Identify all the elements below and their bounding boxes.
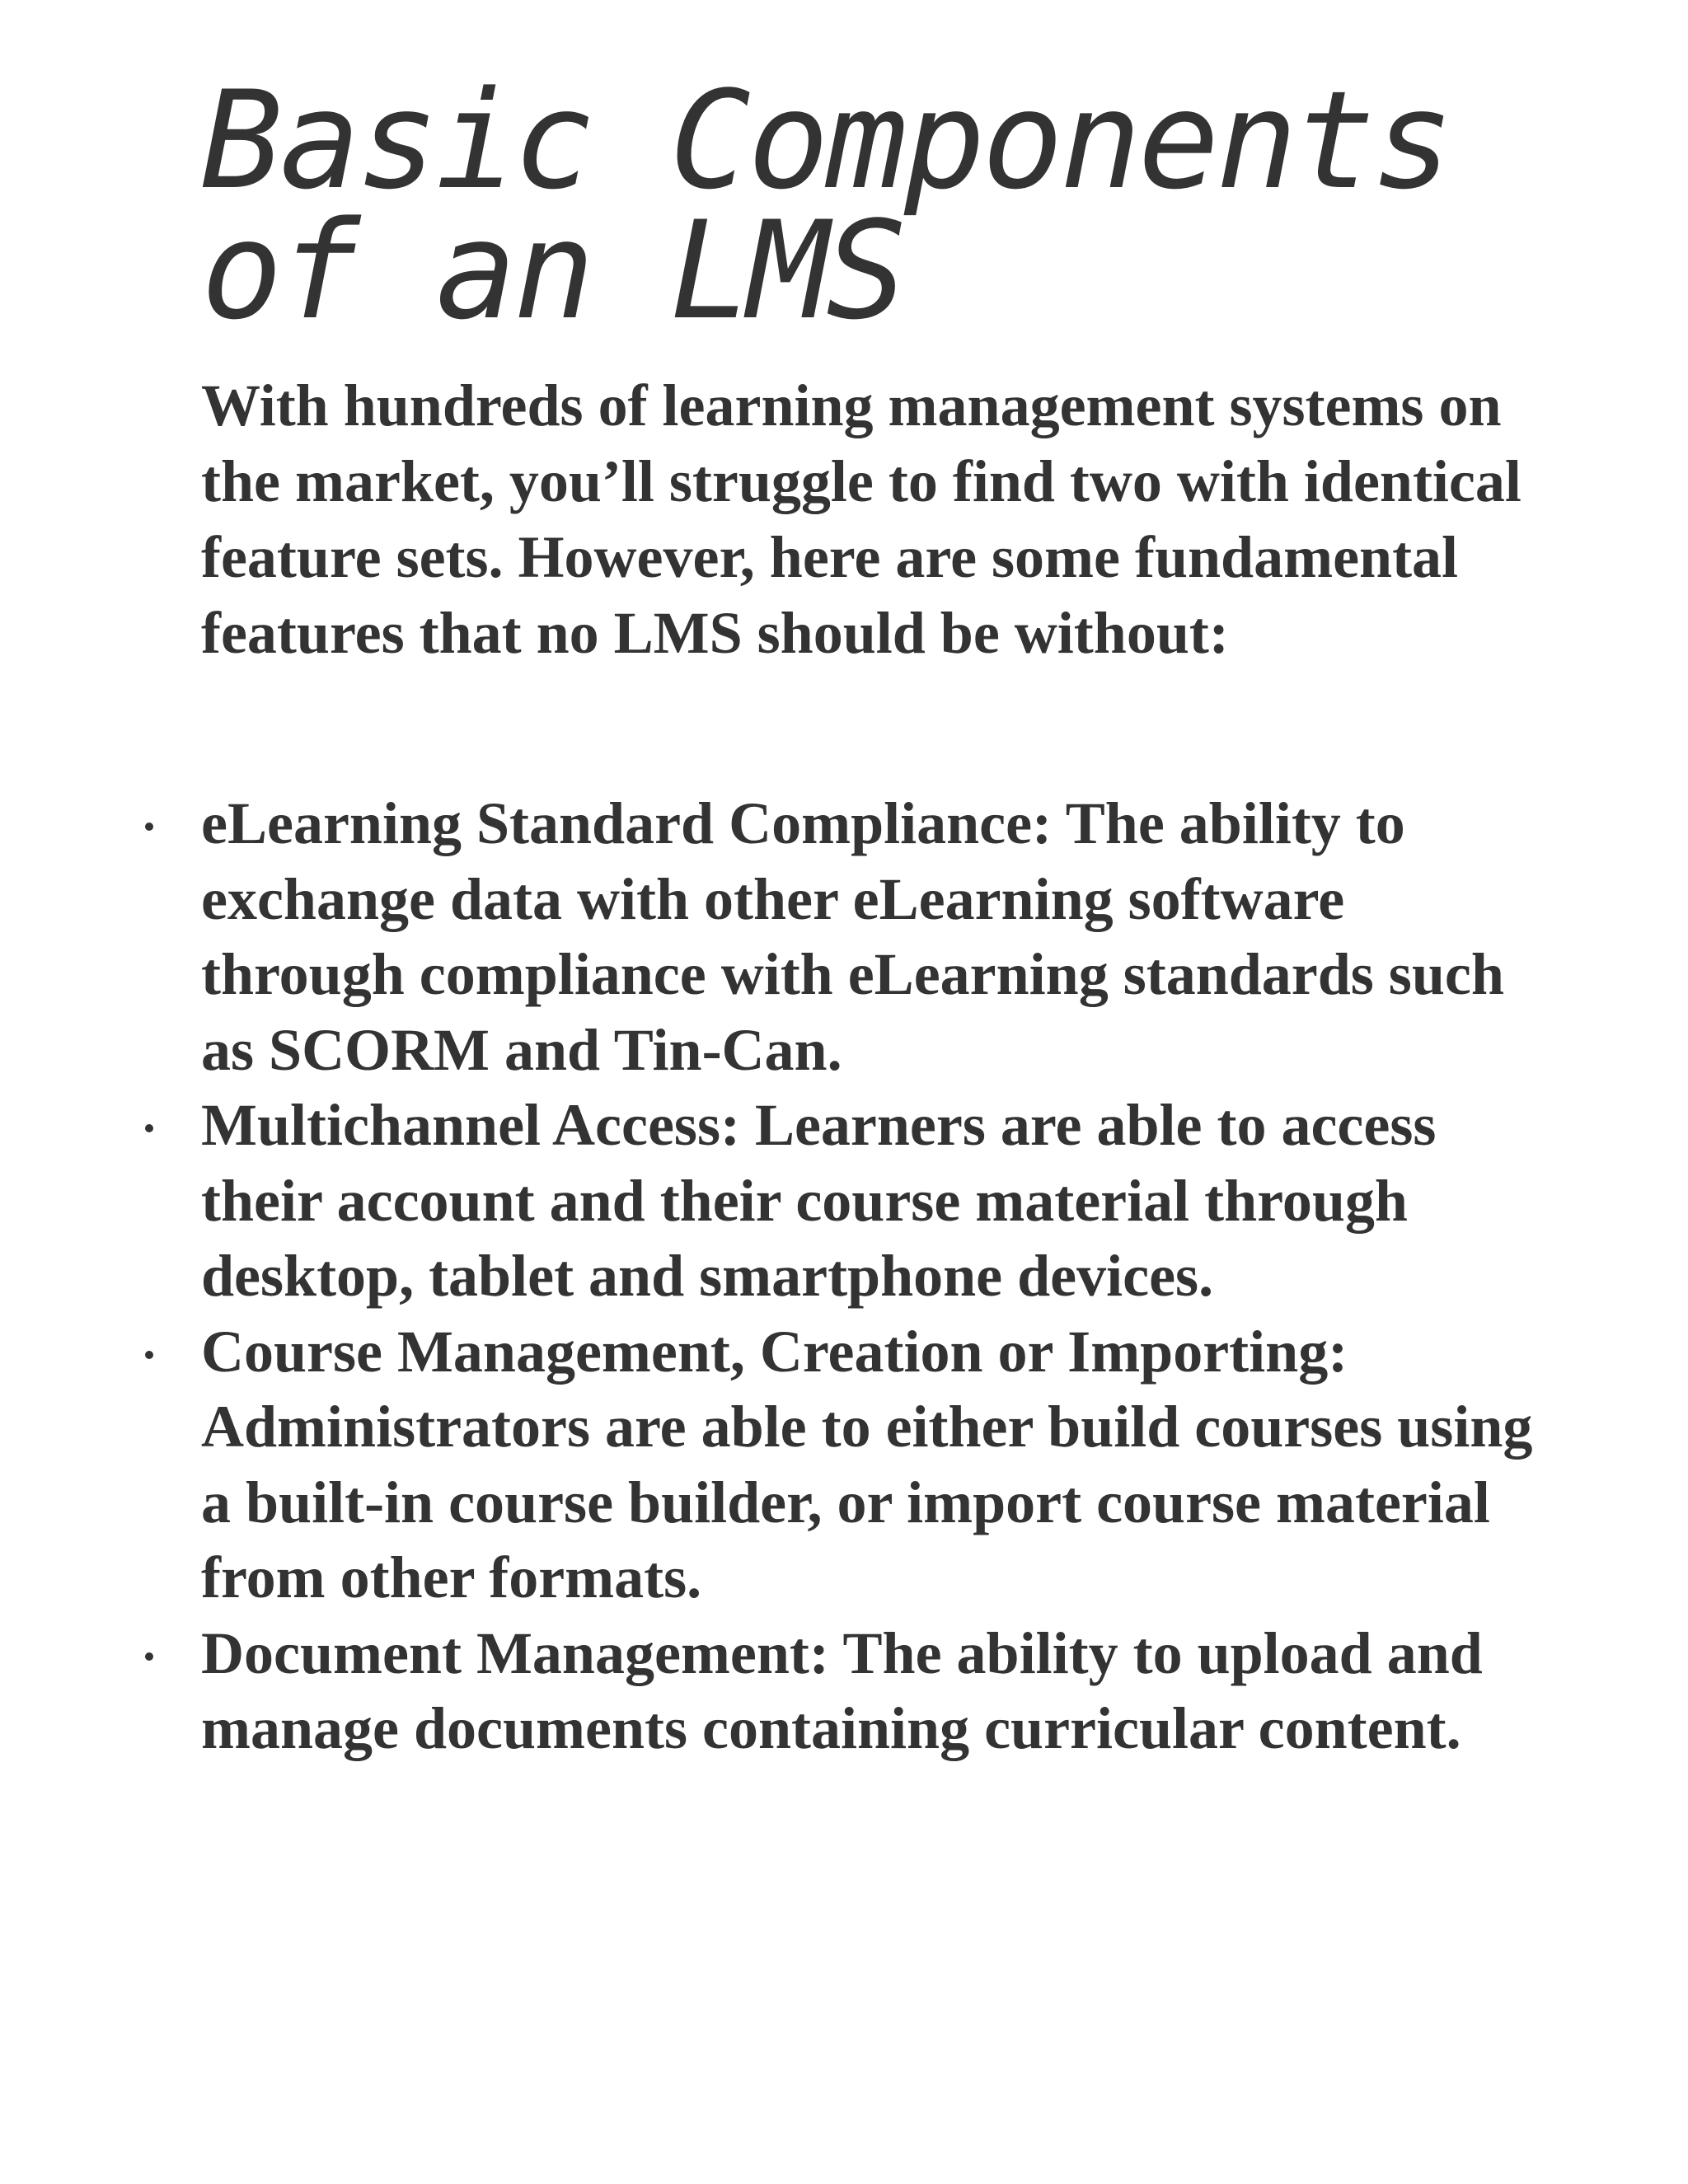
feature-item-course-management [201,1315,1553,1616]
feature-text: eLearning Standard Compliance: The ability to exchange data with other eLearning software through compliance with eLearning standards such as SCORM and Tin-Can. [201,790,1504,1083]
feature-item-document-management [201,1616,1553,1767]
page-title [201,62,1602,349]
feature-text: Document Management: The ability to upload and manage documents containing curricular content. [201,1619,1483,1761]
title-line-1: Basic Components [201,62,1451,219]
intro-paragraph: With hundreds of learning management systems on the market, you’ll struggle to find two with identical feature sets. However, here are some fundamental features that no LMS should be without: [201,373,1522,666]
feature-text: Course Management, Creation or Importing: Administrators are able to either build courses using a built-in course builder, or import course material from other formats. [201,1318,1533,1610]
feature-list [201,786,1553,1767]
bullet-icon [145,1124,153,1132]
title-line-2: of an LMS [201,192,904,349]
feature-item-multichannel-access [201,1088,1553,1315]
bullet-icon [145,1351,153,1359]
feature-text: Multichannel Access: Learners are able to access their account and their course material through desktop, tablet and smartphone devices. [201,1092,1437,1309]
feature-item-standard-compliance [201,786,1553,1088]
bullet-icon [145,823,153,831]
bullet-icon [145,1652,153,1661]
